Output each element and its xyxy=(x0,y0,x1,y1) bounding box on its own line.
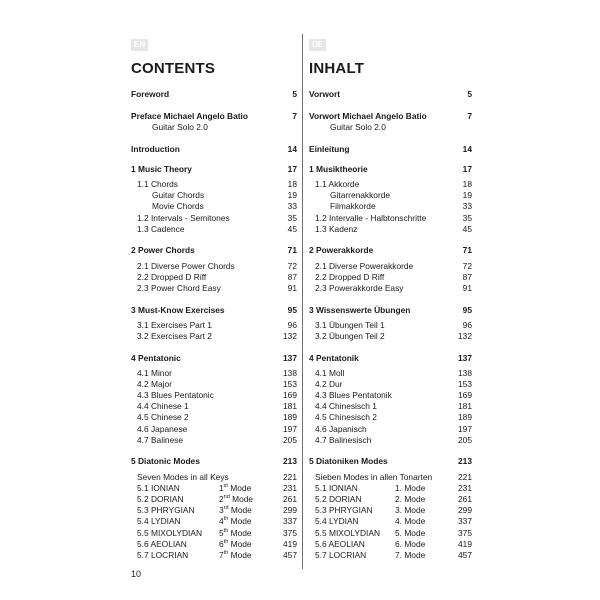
toc-entry-label: 5.1 IONIAN xyxy=(137,482,180,493)
toc-entry-label: 3 Wissenswerte Übungen xyxy=(309,304,411,315)
toc-entry xyxy=(131,401,297,412)
contents-title: CONTENTS xyxy=(131,60,216,77)
toc-entry-page: 261 xyxy=(283,493,297,504)
page-number: 10 xyxy=(131,569,142,579)
toc-entry-label: Vorwort Michael Angelo Batio xyxy=(309,110,427,121)
toc-section-entry xyxy=(309,353,472,364)
toc-entry xyxy=(309,379,472,390)
toc-section-entry xyxy=(309,305,472,316)
mode-word: Mode xyxy=(227,482,252,493)
toc-entry-label: 4 Pentatonik xyxy=(309,352,359,363)
toc-entry-label: 2 Powerakkorde xyxy=(309,245,374,256)
toc-entry-label: Foreword xyxy=(131,89,170,100)
toc-entry-mode xyxy=(395,550,425,561)
toc-entry-label: 5.6 AEOLIAN xyxy=(315,538,365,549)
toc-section-entry xyxy=(309,111,472,122)
inhalt-title: INHALT xyxy=(309,60,365,77)
toc-entry xyxy=(309,272,472,283)
toc-entry-label: 4.1 Moll xyxy=(315,367,345,378)
toc-entry-label: 3.2 Exercises Part 2 xyxy=(137,330,212,341)
mode-ordinal-suffix: st xyxy=(223,482,228,489)
toc-entry xyxy=(309,483,472,494)
column-divider xyxy=(302,34,303,569)
mode-number: 4. xyxy=(395,516,402,527)
mode-ordinal-suffix: th xyxy=(223,527,229,534)
toc-entry-page: 95 xyxy=(287,304,297,315)
toc-entry xyxy=(309,224,472,235)
toc-entry-page: 45 xyxy=(287,223,297,234)
toc-entry-label: 1.2 Intervals - Semitones xyxy=(137,212,230,223)
toc-entry-page: 205 xyxy=(283,434,297,445)
toc-entry-page: 91 xyxy=(462,283,472,293)
toc-entry-page: 169 xyxy=(458,390,472,401)
toc-entry-label: 2.3 Power Chord Easy xyxy=(137,283,221,293)
english-toc-list xyxy=(131,89,297,561)
toc-entry xyxy=(309,190,472,201)
toc-entry xyxy=(131,261,297,272)
toc-entry-label: 5 Diatoniken Modes xyxy=(309,456,388,467)
mode-number: 2. xyxy=(395,493,402,504)
toc-entry-page: 132 xyxy=(458,330,472,341)
mode-word: Mode xyxy=(402,482,426,493)
toc-entry-label: 3 Must-Know Exercises xyxy=(131,304,225,315)
toc-entry-label: 3.2 Übungen Teil 2 xyxy=(315,330,385,341)
mode-number: 1. xyxy=(395,482,402,493)
toc-entry-page: 261 xyxy=(458,493,472,504)
toc-entry-label: 5.5 MIXOLYDIAN xyxy=(137,527,203,538)
toc-entry-label: 3.1 Exercises Part 1 xyxy=(137,319,212,330)
toc-entry-label: 4.6 Japanisch xyxy=(315,423,367,434)
toc-entry-page: 96 xyxy=(287,319,297,330)
toc-entry-page: 17 xyxy=(287,163,297,174)
toc-entry-label: 4.4 Chinesisch 1 xyxy=(315,401,377,412)
toc-entry xyxy=(309,401,472,412)
toc-entry xyxy=(309,539,472,550)
toc-entry-label: 4.7 Balinesisch xyxy=(315,434,372,445)
mode-word: Mode xyxy=(229,493,254,504)
toc-section-entry xyxy=(131,111,297,122)
toc-entry-label: 2 Power Chords xyxy=(131,245,195,256)
toc-entry-page: 18 xyxy=(462,179,472,190)
toc-entry xyxy=(309,320,472,331)
toc-entry xyxy=(309,412,472,423)
toc-entry xyxy=(131,272,297,283)
toc-entry-page: 35 xyxy=(287,212,297,223)
toc-entry-page: 71 xyxy=(287,245,297,256)
toc-entry xyxy=(131,424,297,435)
toc-entry-page: 17 xyxy=(462,163,472,174)
toc-entry-mode xyxy=(395,539,425,550)
toc-entry-label: 2.3 Powerakkorde Easy xyxy=(315,283,404,293)
toc-entry-page: 213 xyxy=(283,456,297,467)
toc-section-entry xyxy=(131,456,297,467)
toc-entry xyxy=(131,190,297,201)
toc-entry-label: Einleitung xyxy=(309,143,350,154)
toc-entry-page: 181 xyxy=(283,401,297,412)
toc-entry-label: 4.5 Chinesisch 2 xyxy=(315,412,377,423)
toc-entry xyxy=(309,550,472,561)
toc-entry-label: 5.2 DORIAN xyxy=(137,493,184,504)
toc-entry xyxy=(309,201,472,212)
toc-entry-page: 45 xyxy=(462,223,472,234)
toc-entry-label: 4.6 Japanese xyxy=(137,423,188,434)
toc-entry-label: 4.7 Balinese xyxy=(137,434,184,445)
toc-entry xyxy=(309,472,472,483)
mode-ordinal-suffix: nd xyxy=(223,493,230,500)
toc-section-entry xyxy=(131,353,297,364)
toc-entry-label: 4.4 Chinese 1 xyxy=(137,401,189,412)
toc-entry xyxy=(131,379,297,390)
toc-entry-page: 299 xyxy=(283,505,297,516)
toc-entry xyxy=(131,516,297,527)
toc-entry-page: 71 xyxy=(462,245,472,256)
toc-entry xyxy=(131,472,297,483)
toc-entry-mode xyxy=(219,516,252,527)
toc-entry-page: 72 xyxy=(462,260,472,271)
toc-entry-page: 19 xyxy=(462,190,472,201)
toc-entry-mode xyxy=(395,528,425,539)
mode-word: Mode xyxy=(402,549,426,560)
mode-word: Mode xyxy=(402,505,426,516)
mode-number: 6 xyxy=(219,538,224,549)
mode-ordinal-suffix: th xyxy=(223,538,229,545)
mode-number: 5. xyxy=(395,527,402,538)
toc-entry-label: Sieben Modes in allen Tonarten xyxy=(315,471,433,482)
toc-entry-label: 2.2 Dropped D Riff xyxy=(315,271,385,282)
toc-entry-mode xyxy=(219,483,251,494)
toc-section-entry xyxy=(131,245,297,256)
toc-entry-page: 7 xyxy=(467,110,472,121)
toc-entry-label: 4.3 Blues Pentatonik xyxy=(315,390,392,401)
toc-entry xyxy=(131,179,297,190)
toc-entry-page: 72 xyxy=(287,260,297,271)
toc-entry-label: 5.6 AEOLIAN xyxy=(137,538,187,549)
toc-entry-page: 337 xyxy=(458,516,472,527)
toc-entry-label: Filmakkorde xyxy=(330,201,376,212)
toc-entry-page: 5 xyxy=(467,89,472,100)
toc-entry-label: Gitarrenakkorde xyxy=(330,190,391,201)
toc-entry-page: 189 xyxy=(458,412,472,423)
toc-entry-page: 14 xyxy=(462,143,472,154)
toc-entry xyxy=(131,283,297,294)
german-column xyxy=(309,34,472,561)
toc-section-entry xyxy=(309,89,472,100)
toc-entry-page: 375 xyxy=(283,527,297,538)
toc-entry-label: 5 Diatonic Modes xyxy=(131,456,200,467)
toc-section-entry xyxy=(131,144,297,155)
toc-entry-mode xyxy=(395,483,425,494)
toc-section-entry xyxy=(131,305,297,316)
toc-entry-label: Seven Modes in all Keys xyxy=(137,471,229,482)
toc-entry-page: 197 xyxy=(458,423,472,434)
toc-entry xyxy=(131,550,297,561)
toc-entry xyxy=(309,390,472,401)
toc-entry-label: Guitar Solo 2.0 xyxy=(330,122,386,133)
toc-entry-page: 419 xyxy=(283,538,297,549)
mode-number: 7. xyxy=(395,549,402,560)
toc-entry-mode xyxy=(395,516,425,527)
toc-entry-mode xyxy=(395,505,425,516)
toc-entry xyxy=(309,516,472,527)
toc-entry-page: 205 xyxy=(458,434,472,445)
toc-entry xyxy=(309,213,472,224)
toc-entry xyxy=(131,528,297,539)
mode-number: 4 xyxy=(219,516,224,527)
toc-entry-label: 5.3 PHRYGIAN xyxy=(315,505,373,516)
mode-ordinal-suffix: th xyxy=(223,516,229,523)
toc-entry-label: 3.1 Übungen Teil 1 xyxy=(315,319,385,330)
mode-number: 5 xyxy=(219,527,224,538)
toc-entry-page: 231 xyxy=(458,482,472,493)
toc-entry-page: 18 xyxy=(287,179,297,190)
toc-entry-mode xyxy=(219,494,253,505)
toc-entry xyxy=(131,412,297,423)
mode-word: Mode xyxy=(228,505,252,516)
toc-entry-page: 457 xyxy=(458,549,472,560)
toc-entry xyxy=(131,320,297,331)
toc-entry-label: 5.2 DORIAN xyxy=(315,493,362,504)
mode-word: Mode xyxy=(402,527,426,538)
toc-entry-page: 138 xyxy=(458,367,472,378)
toc-entry-label: Introduction xyxy=(131,143,180,154)
toc-entry-label: 5.4 LYDIAN xyxy=(137,516,181,527)
toc-entry xyxy=(131,331,297,342)
mode-word: Mode xyxy=(228,549,252,560)
toc-entry-mode xyxy=(219,505,252,516)
toc-entry-label: 1.1 Chords xyxy=(137,179,178,190)
toc-entry-page: 299 xyxy=(458,505,472,516)
toc-entry-mode xyxy=(395,494,425,505)
toc-entry-page: 189 xyxy=(283,412,297,423)
toc-entry-page: 132 xyxy=(283,330,297,341)
mode-word: Mode xyxy=(228,527,252,538)
toc-entry-page: 19 xyxy=(287,190,297,201)
toc-entry-page: 137 xyxy=(283,352,297,363)
mode-ordinal-suffix: th xyxy=(223,549,229,556)
toc-entry-label: 5.7 LOCRIAN xyxy=(137,549,189,560)
language-tag-en: EN xyxy=(131,39,148,51)
toc-entry xyxy=(131,224,297,235)
toc-entry-label: 4.3 Blues Pentatonic xyxy=(137,390,214,401)
toc-entry-page: 7 xyxy=(292,110,297,121)
toc-entry-page: 231 xyxy=(283,482,297,493)
german-toc-list xyxy=(309,89,472,561)
toc-entry-label: Guitar Chords xyxy=(152,190,205,201)
toc-entry-label: 5.3 PHRYGIAN xyxy=(137,505,195,516)
english-column xyxy=(131,34,297,561)
toc-entry-label: 4.1 Minor xyxy=(137,367,172,378)
toc-entry-page: 5 xyxy=(292,89,297,100)
toc-entry-page: 87 xyxy=(462,271,472,282)
mode-number: 2 xyxy=(219,493,224,504)
mode-number: 3. xyxy=(395,505,402,516)
mode-ordinal-suffix: rd xyxy=(223,505,229,512)
toc-entry-page: 457 xyxy=(283,549,297,560)
toc-entry xyxy=(309,283,472,294)
toc-entry xyxy=(131,483,297,494)
toc-entry-page: 337 xyxy=(283,516,297,527)
toc-entry-page: 169 xyxy=(283,390,297,401)
toc-entry-mode xyxy=(219,528,252,539)
toc-entry-page: 181 xyxy=(458,401,472,412)
toc-entry-page: 375 xyxy=(458,527,472,538)
toc-entry xyxy=(309,179,472,190)
toc-entry-label: 1.2 Intervalle - Halbtonschritte xyxy=(315,212,427,223)
toc-entry xyxy=(131,201,297,212)
toc-entry-page: 221 xyxy=(458,471,472,482)
toc-entry-page: 95 xyxy=(462,304,472,315)
toc-entry-page: 138 xyxy=(283,367,297,378)
toc-entry-page: 213 xyxy=(458,456,472,467)
toc-section-entry xyxy=(309,144,472,155)
toc-entry xyxy=(309,424,472,435)
toc-entry-label: 1.3 Cadence xyxy=(137,223,185,234)
toc-entry xyxy=(309,331,472,342)
toc-entry-label: 2.2 Dropped D Riff xyxy=(137,271,207,282)
toc-entry-mode xyxy=(219,539,252,550)
toc-entry-label: 5.5 MIXOLYDIAN xyxy=(315,527,381,538)
toc-entry xyxy=(131,390,297,401)
toc-entry xyxy=(309,494,472,505)
toc-entry xyxy=(309,435,472,446)
toc-entry-page: 14 xyxy=(287,143,297,154)
toc-entry-page: 35 xyxy=(462,212,472,223)
toc-section-entry xyxy=(309,456,472,467)
toc-entry-page: 87 xyxy=(287,271,297,282)
toc-entry-label: Vorwort xyxy=(309,89,341,100)
toc-entry-page: 221 xyxy=(283,471,297,482)
toc-entry-label: 2.1 Diverse Power Chords xyxy=(137,260,235,271)
toc-entry-label: 1.3 Kadenz xyxy=(315,223,358,234)
toc-entry xyxy=(131,122,297,133)
toc-entry-label: 5.4 LYDIAN xyxy=(315,516,359,527)
mode-word: Mode xyxy=(402,538,426,549)
toc-entry-page: 33 xyxy=(462,201,472,212)
toc-entry xyxy=(309,528,472,539)
toc-entry-label: 4 Pentatonic xyxy=(131,352,181,363)
toc-entry xyxy=(131,494,297,505)
mode-word: Mode xyxy=(228,516,252,527)
toc-section-entry xyxy=(309,164,472,175)
toc-entry-label: 4.2 Dur xyxy=(315,378,343,389)
toc-entry xyxy=(131,435,297,446)
mode-number: 3 xyxy=(219,505,224,516)
toc-entry-page: 197 xyxy=(283,423,297,434)
toc-section-entry xyxy=(131,89,297,100)
toc-entry-label: 1 Musiktheorie xyxy=(309,163,368,174)
toc-entry-label: 5.1 IONIAN xyxy=(315,482,358,493)
toc-entry-label: 1 Music Theory xyxy=(131,163,192,174)
toc-entry-page: 153 xyxy=(283,378,297,389)
toc-entry-page: 33 xyxy=(287,201,297,212)
toc-entry-label: 2.1 Diverse Powerakkorde xyxy=(315,260,414,271)
toc-entry-label: 1.1 Akkorde xyxy=(315,179,360,190)
toc-entry xyxy=(309,122,472,133)
toc-entry-page: 153 xyxy=(458,378,472,389)
toc-entry-label: 4.2 Major xyxy=(137,378,172,389)
mode-number: 1 xyxy=(219,482,224,493)
mode-word: Mode xyxy=(402,516,426,527)
toc-entry-label: 5.7 LOCRIAN xyxy=(315,549,367,560)
mode-word: Mode xyxy=(228,538,252,549)
toc-entry-page: 137 xyxy=(458,352,472,363)
toc-entry xyxy=(309,261,472,272)
toc-section-entry xyxy=(131,164,297,175)
mode-word: Mode xyxy=(402,493,426,504)
language-tag-de: DE xyxy=(309,39,326,51)
toc-entry-mode xyxy=(219,550,252,561)
mode-number: 7 xyxy=(219,549,224,560)
toc-entry xyxy=(131,505,297,516)
toc-entry-page: 91 xyxy=(287,283,297,293)
toc-entry-label: Preface Michael Angelo Batio xyxy=(131,110,248,121)
toc-entry xyxy=(309,368,472,379)
toc-entry xyxy=(309,505,472,516)
toc-entry xyxy=(131,368,297,379)
mode-number: 6. xyxy=(395,538,402,549)
toc-entry-page: 96 xyxy=(462,319,472,330)
toc-entry xyxy=(131,213,297,224)
toc-entry xyxy=(131,539,297,550)
toc-entry-page: 419 xyxy=(458,538,472,549)
toc-section-entry xyxy=(309,245,472,256)
toc-entry-label: Guitar Solo 2.0 xyxy=(152,122,208,133)
toc-entry-label: 4.5 Chinese 2 xyxy=(137,412,189,423)
toc-entry-label: Movie Chords xyxy=(152,201,204,212)
